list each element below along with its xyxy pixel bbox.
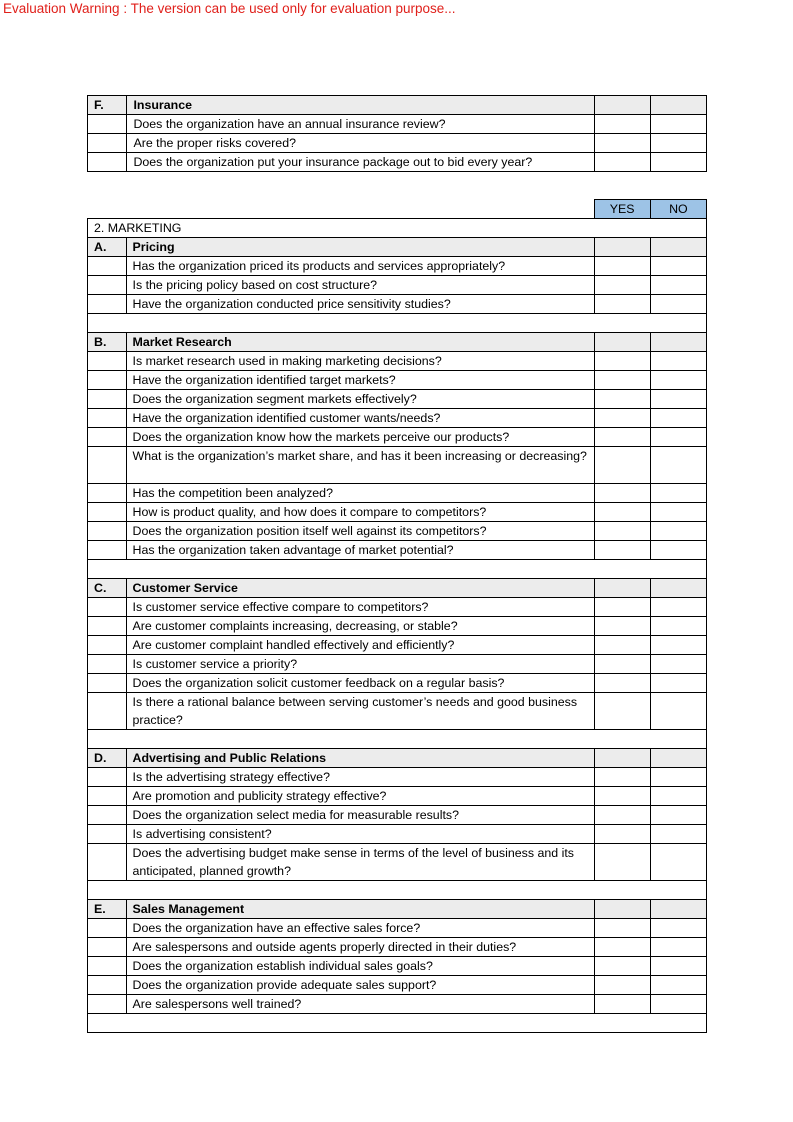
spacer-row [88, 314, 707, 333]
code-cell [88, 257, 127, 276]
section-code: D. [88, 749, 127, 768]
section-header-sales-management [88, 900, 707, 919]
evaluation-warning: Evaluation Warning : The version can be used only for evaluation purpose... [3, 1, 456, 16]
yes-cell[interactable] [594, 617, 650, 636]
code-cell [88, 617, 127, 636]
no-cell[interactable] [650, 115, 706, 134]
no-cell[interactable] [650, 352, 706, 371]
yes-cell[interactable] [594, 257, 650, 276]
yes-cell[interactable] [594, 371, 650, 390]
question-text: Have the organization identified customer wants/needs? [126, 409, 594, 428]
spacer-cell [88, 881, 707, 900]
no-cell[interactable] [650, 995, 706, 1014]
no-cell[interactable] [650, 617, 706, 636]
spacer-row [88, 881, 707, 900]
section-title: Sales Management [126, 900, 594, 919]
no-cell[interactable] [650, 134, 706, 153]
question-text: Does the organization put your insurance package out to bid every year? [127, 153, 594, 172]
no-cell[interactable] [650, 257, 706, 276]
question-text: Does the organization solicit customer feedback on a regular basis? [126, 674, 594, 693]
table-row [88, 598, 707, 617]
table-row [88, 919, 707, 938]
table-row [88, 153, 707, 172]
question-text: Has the organization priced its products and services appropriately? [126, 257, 594, 276]
yes-cell[interactable] [594, 579, 650, 598]
question-text: Have the organization identified target markets? [126, 371, 594, 390]
section-code: F. [88, 96, 127, 115]
section-header-pricing [88, 238, 707, 257]
table-row [88, 503, 707, 522]
no-cell[interactable] [650, 844, 706, 881]
table-row [88, 938, 707, 957]
code-cell [88, 371, 127, 390]
no-cell[interactable] [650, 371, 706, 390]
yes-cell[interactable] [594, 295, 650, 314]
yes-no-header [88, 200, 707, 219]
code-cell [88, 844, 127, 881]
code-cell [88, 806, 127, 825]
table-row [88, 844, 707, 881]
section-title: Customer Service [126, 579, 594, 598]
yes-cell[interactable] [594, 276, 650, 295]
question-text: Does the organization establish individual sales goals? [126, 957, 594, 976]
yes-cell[interactable] [594, 447, 650, 484]
question-text: Does the organization segment markets effectively? [126, 390, 594, 409]
question-text: Have the organization conducted price sensitivity studies? [126, 295, 594, 314]
table-row [88, 428, 707, 447]
code-cell [88, 938, 127, 957]
spacer-cell [88, 730, 707, 749]
table-row [88, 276, 707, 295]
code-cell [88, 390, 127, 409]
no-cell[interactable] [650, 825, 706, 844]
code-cell [88, 674, 127, 693]
yes-cell[interactable] [594, 153, 650, 172]
yes-cell[interactable] [594, 749, 650, 768]
yes-cell[interactable] [594, 484, 650, 503]
no-cell[interactable] [650, 333, 706, 352]
no-cell[interactable] [650, 655, 706, 674]
spacer-row [88, 560, 707, 579]
code-cell [88, 522, 127, 541]
table-row [88, 484, 707, 503]
yes-cell[interactable] [594, 693, 650, 730]
yes-cell[interactable] [594, 844, 650, 881]
code-cell [88, 957, 127, 976]
yes-cell[interactable] [594, 655, 650, 674]
question-text: Are salespersons well trained? [126, 995, 594, 1014]
insurance-table [87, 95, 707, 172]
spacer-cell [88, 560, 707, 579]
table-row [88, 390, 707, 409]
no-cell[interactable] [650, 238, 706, 257]
question-text: Is the pricing policy based on cost structure? [126, 276, 594, 295]
yes-cell[interactable] [594, 598, 650, 617]
no-cell[interactable] [650, 541, 706, 560]
table-row [88, 541, 707, 560]
spacer-row [88, 1014, 707, 1033]
marketing-title-row [88, 219, 707, 238]
no-cell[interactable] [650, 749, 706, 768]
question-text: Are customer complaints increasing, decreasing, or stable? [126, 617, 594, 636]
table-row [88, 825, 707, 844]
question-text: Does the organization know how the markets perceive our products? [126, 428, 594, 447]
no-cell[interactable] [650, 579, 706, 598]
spacer-cell [88, 314, 707, 333]
yes-cell[interactable] [594, 503, 650, 522]
code-cell [88, 153, 127, 172]
code-cell [88, 787, 127, 806]
yes-cell[interactable] [594, 522, 650, 541]
code-cell [88, 655, 127, 674]
yes-cell[interactable] [594, 390, 650, 409]
question-text: Is customer service a priority? [126, 655, 594, 674]
yes-cell[interactable] [594, 900, 650, 919]
table-row [88, 655, 707, 674]
table-row [88, 522, 707, 541]
section-header-market-research [88, 333, 707, 352]
yes-cell[interactable] [594, 674, 650, 693]
no-cell[interactable] [650, 484, 706, 503]
yes-cell[interactable] [594, 919, 650, 938]
no-cell[interactable] [650, 447, 706, 484]
yes-cell[interactable] [594, 636, 650, 655]
marketing-table [87, 199, 707, 1033]
code-cell [88, 115, 127, 134]
question-text: Is advertising consistent? [126, 825, 594, 844]
yes-cell[interactable] [594, 806, 650, 825]
yes-cell[interactable] [594, 995, 650, 1014]
yes-cell[interactable] [594, 333, 650, 352]
yes-cell[interactable] [594, 825, 650, 844]
no-cell[interactable] [650, 938, 706, 957]
yes-cell[interactable] [594, 976, 650, 995]
question-text: Are promotion and publicity strategy effective? [126, 787, 594, 806]
table-row [88, 295, 707, 314]
no-cell[interactable] [650, 295, 706, 314]
no-cell[interactable] [650, 768, 706, 787]
section-code: B. [88, 333, 127, 352]
question-text: Does the organization select media for measurable results? [126, 806, 594, 825]
code-cell [88, 768, 127, 787]
no-cell[interactable] [650, 522, 706, 541]
no-cell[interactable] [650, 976, 706, 995]
code-cell [88, 919, 127, 938]
question-text: Does the advertising budget make sense in terms of the level of business and its anticipated, planned growth? [126, 844, 594, 881]
yes-cell[interactable] [594, 115, 650, 134]
question-text: Has the competition been analyzed? [126, 484, 594, 503]
no-cell[interactable] [650, 957, 706, 976]
table-row [88, 693, 707, 730]
yes-cell[interactable] [594, 428, 650, 447]
code-cell [88, 276, 127, 295]
table-row [88, 371, 707, 390]
yes-cell[interactable] [594, 409, 650, 428]
section-title: Market Research [126, 333, 594, 352]
section-header-insurance [88, 96, 707, 115]
table-row [88, 636, 707, 655]
spacer-row [88, 730, 707, 749]
question-text: Is customer service effective compare to competitors? [126, 598, 594, 617]
question-text: Is there a rational balance between serving customer’s needs and good business practice? [126, 693, 594, 730]
section-header-customer-service [88, 579, 707, 598]
no-cell[interactable] [650, 598, 706, 617]
blank-cell [126, 200, 594, 219]
no-cell[interactable] [650, 390, 706, 409]
question-text: Does the organization position itself well against its competitors? [126, 522, 594, 541]
question-text: Does the organization have an annual insurance review? [127, 115, 594, 134]
spacer-cell [88, 1014, 707, 1033]
table-row [88, 447, 707, 484]
no-cell[interactable] [650, 787, 706, 806]
section-header-advertising [88, 749, 707, 768]
table-row [88, 957, 707, 976]
section-title: Insurance [127, 96, 594, 115]
yes-header: YES [594, 200, 650, 219]
yes-cell[interactable] [594, 957, 650, 976]
no-header: NO [650, 200, 706, 219]
code-cell [88, 409, 127, 428]
yes-cell[interactable] [594, 96, 650, 115]
question-text: Are customer complaint handled effectively and efficiently? [126, 636, 594, 655]
question-text: Has the organization taken advantage of market potential? [126, 541, 594, 560]
yes-cell[interactable] [594, 787, 650, 806]
section-code: A. [88, 238, 127, 257]
table-row [88, 617, 707, 636]
code-cell [88, 598, 127, 617]
code-cell [88, 976, 127, 995]
no-cell[interactable] [650, 153, 706, 172]
yes-cell[interactable] [594, 768, 650, 787]
section-code: E. [88, 900, 127, 919]
code-cell [88, 503, 127, 522]
table-row [88, 115, 707, 134]
table-row [88, 409, 707, 428]
yes-cell[interactable] [594, 352, 650, 371]
no-cell[interactable] [650, 428, 706, 447]
code-cell [88, 636, 127, 655]
question-text: How is product quality, and how does it compare to competitors? [126, 503, 594, 522]
table-row [88, 352, 707, 371]
code-cell [88, 995, 127, 1014]
marketing-title: 2. MARKETING [88, 219, 707, 238]
table-row [88, 806, 707, 825]
table-row [88, 787, 707, 806]
no-cell[interactable] [650, 503, 706, 522]
no-cell[interactable] [650, 409, 706, 428]
code-cell [88, 541, 127, 560]
code-cell [88, 134, 127, 153]
code-cell [88, 825, 127, 844]
no-cell[interactable] [650, 96, 706, 115]
yes-cell[interactable] [594, 541, 650, 560]
code-cell [88, 428, 127, 447]
table-row [88, 674, 707, 693]
section-title: Pricing [126, 238, 594, 257]
table-row [88, 134, 707, 153]
question-text: Are the proper risks covered? [127, 134, 594, 153]
no-cell[interactable] [650, 806, 706, 825]
table-row [88, 995, 707, 1014]
yes-cell[interactable] [594, 938, 650, 957]
table-row [88, 976, 707, 995]
table-row [88, 257, 707, 276]
code-cell [88, 295, 127, 314]
table-row [88, 768, 707, 787]
no-cell[interactable] [650, 276, 706, 295]
code-cell [88, 352, 127, 371]
question-text: What is the organization’s market share, and has it been increasing or decreasing? [126, 447, 594, 484]
code-cell [88, 447, 127, 484]
question-text: Does the organization provide adequate sales support? [126, 976, 594, 995]
section-code: C. [88, 579, 127, 598]
question-text: Is the advertising strategy effective? [126, 768, 594, 787]
section-title: Advertising and Public Relations [126, 749, 594, 768]
blank-cell [88, 200, 127, 219]
no-cell[interactable] [650, 674, 706, 693]
question-text: Is market research used in making marketing decisions? [126, 352, 594, 371]
no-cell[interactable] [650, 636, 706, 655]
yes-cell[interactable] [594, 238, 650, 257]
no-cell[interactable] [650, 919, 706, 938]
no-cell[interactable] [650, 900, 706, 919]
question-text: Are salespersons and outside agents properly directed in their duties? [126, 938, 594, 957]
no-cell[interactable] [650, 693, 706, 730]
code-cell [88, 693, 127, 730]
yes-cell[interactable] [594, 134, 650, 153]
code-cell [88, 484, 127, 503]
question-text: Does the organization have an effective sales force? [126, 919, 594, 938]
